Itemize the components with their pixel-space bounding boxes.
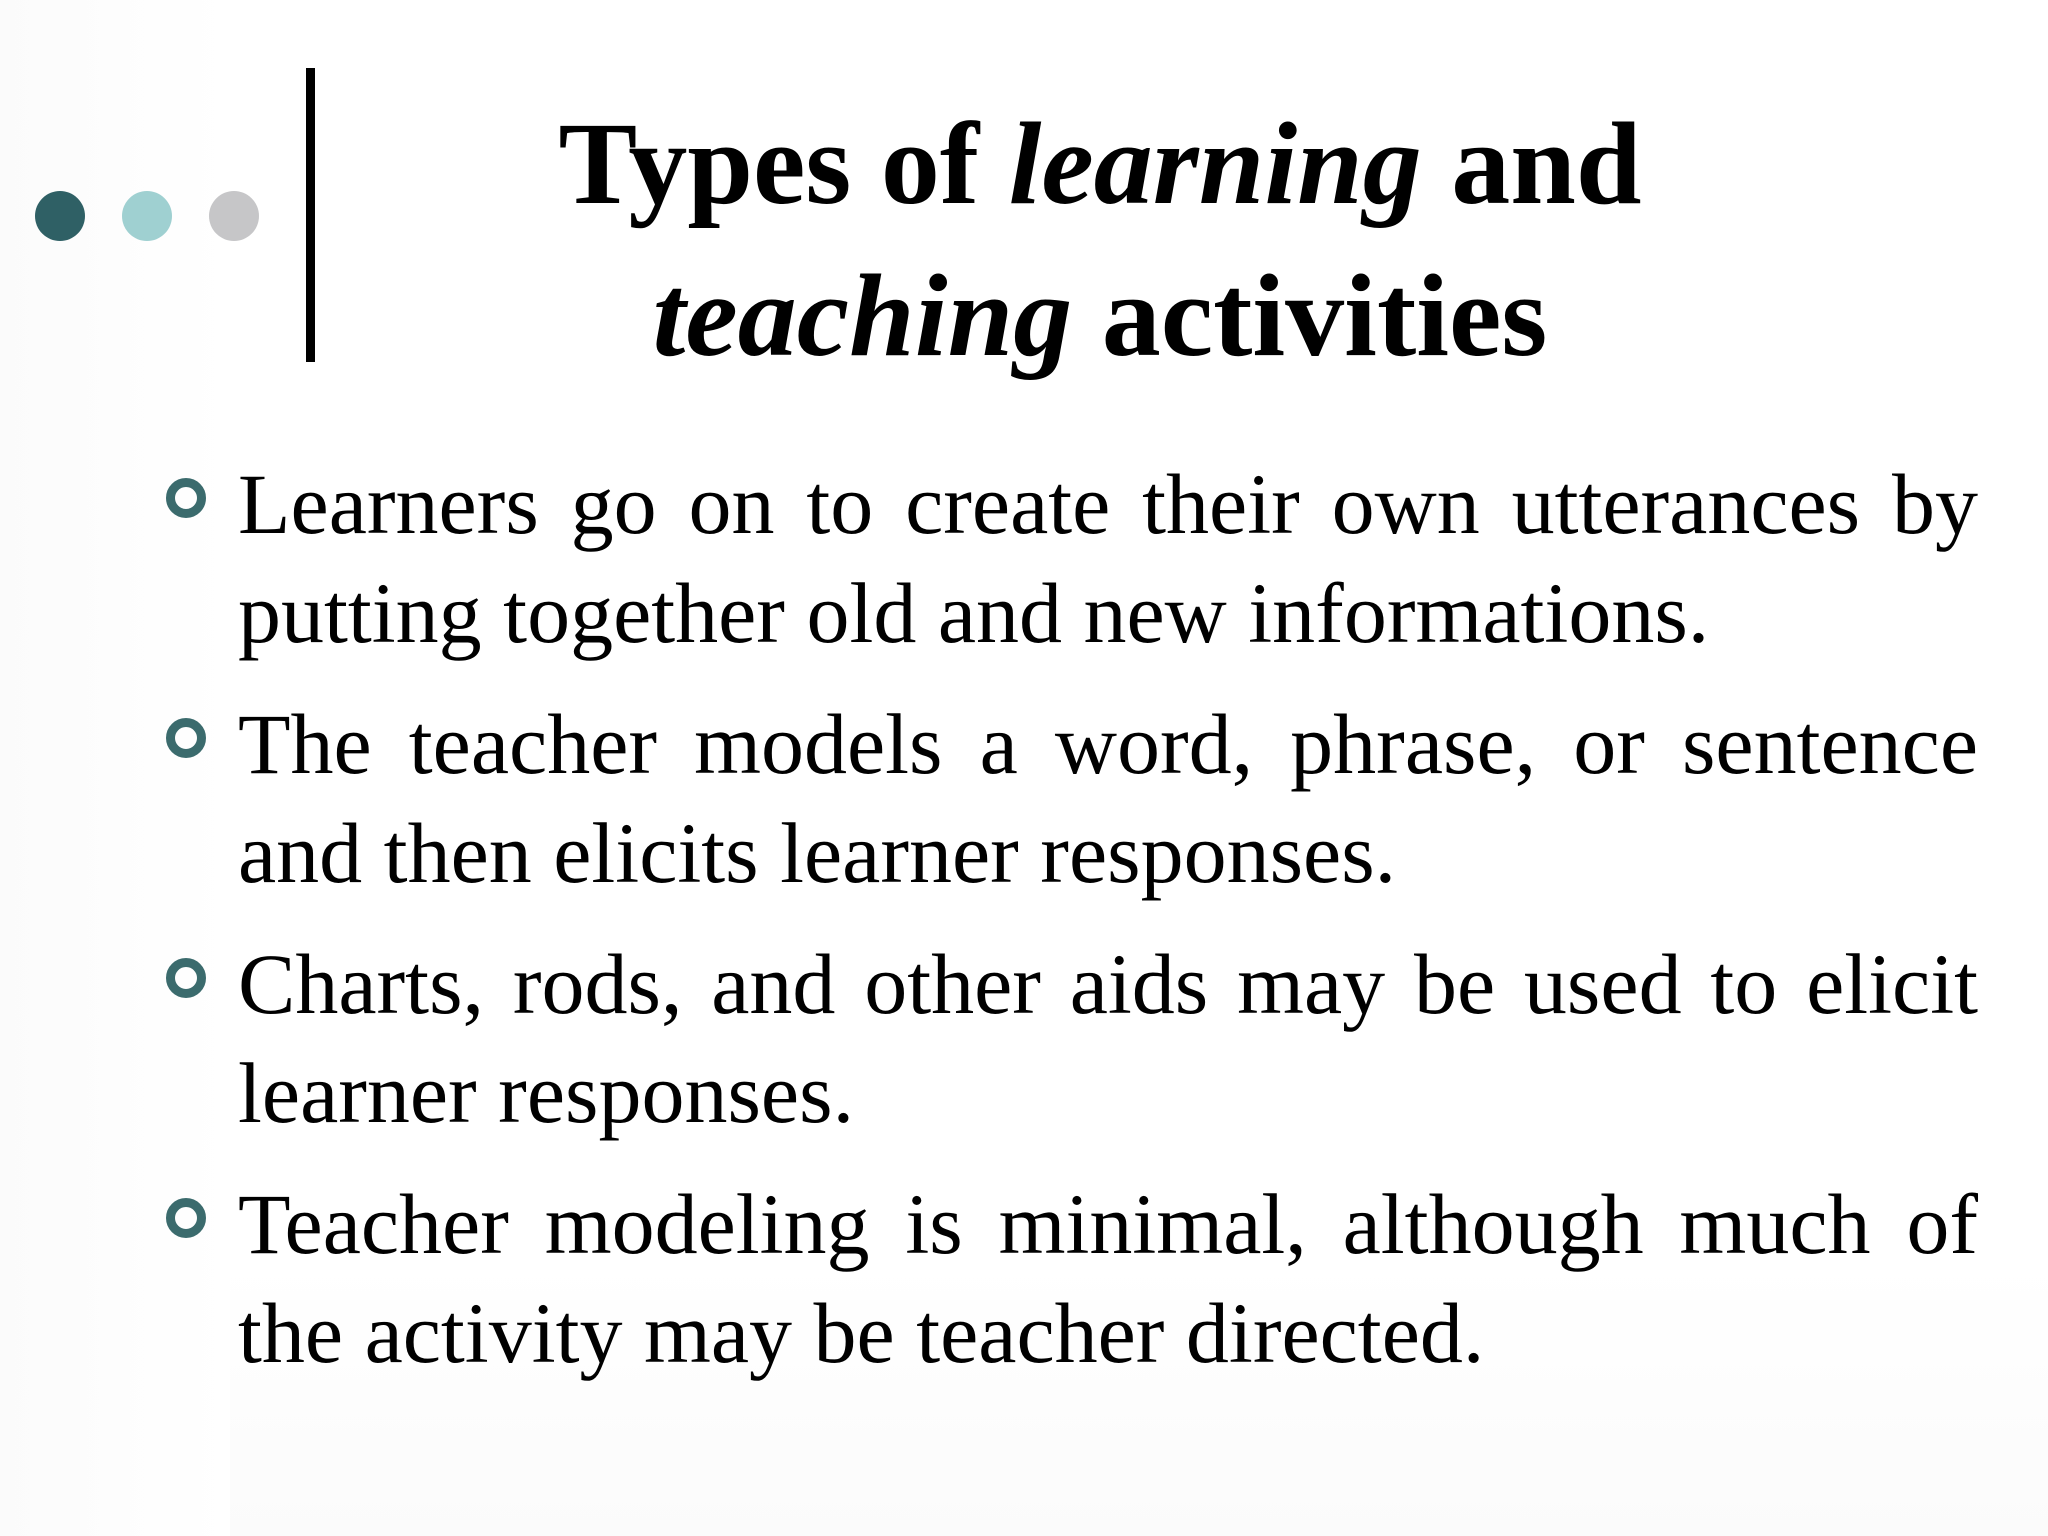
bullet-text: Charts, rods, and other aids may be used to elicit learner responses. [238,936,1978,1141]
bullet-item [166,1170,1978,1388]
decorative-dot-dark-teal-icon [35,191,85,241]
title-divider-line [306,68,315,362]
circle-bullet-icon [166,718,206,758]
bullet-item [166,690,1978,908]
bullet-list [166,450,1978,1410]
title-emphasis-teaching: teaching [652,250,1073,381]
title-emphasis-learning: learning [1008,98,1422,229]
bullet-text: Teacher modeling is minimal, although much of the activity may be teacher directed. [238,1176,1978,1381]
title-line-1 [360,88,1840,240]
title-text: and [1421,98,1642,229]
bullet-text: Learners go on to create their own utterances by putting together old and new informations. [238,456,1978,661]
slide-title [360,88,1840,392]
circle-bullet-icon [166,1198,206,1238]
bullet-item [166,450,1978,668]
bullet-item [166,930,1978,1148]
decorative-dot-gray-icon [209,191,259,241]
decorative-dot-light-teal-icon [122,191,172,241]
bullet-text: The teacher models a word, phrase, or sentence and then elicits learner responses. [238,696,1978,901]
circle-bullet-icon [166,958,206,998]
title-text: activities [1072,250,1548,381]
circle-bullet-icon [166,478,206,518]
title-text: Types of [558,98,1009,229]
title-line-2 [360,240,1840,392]
